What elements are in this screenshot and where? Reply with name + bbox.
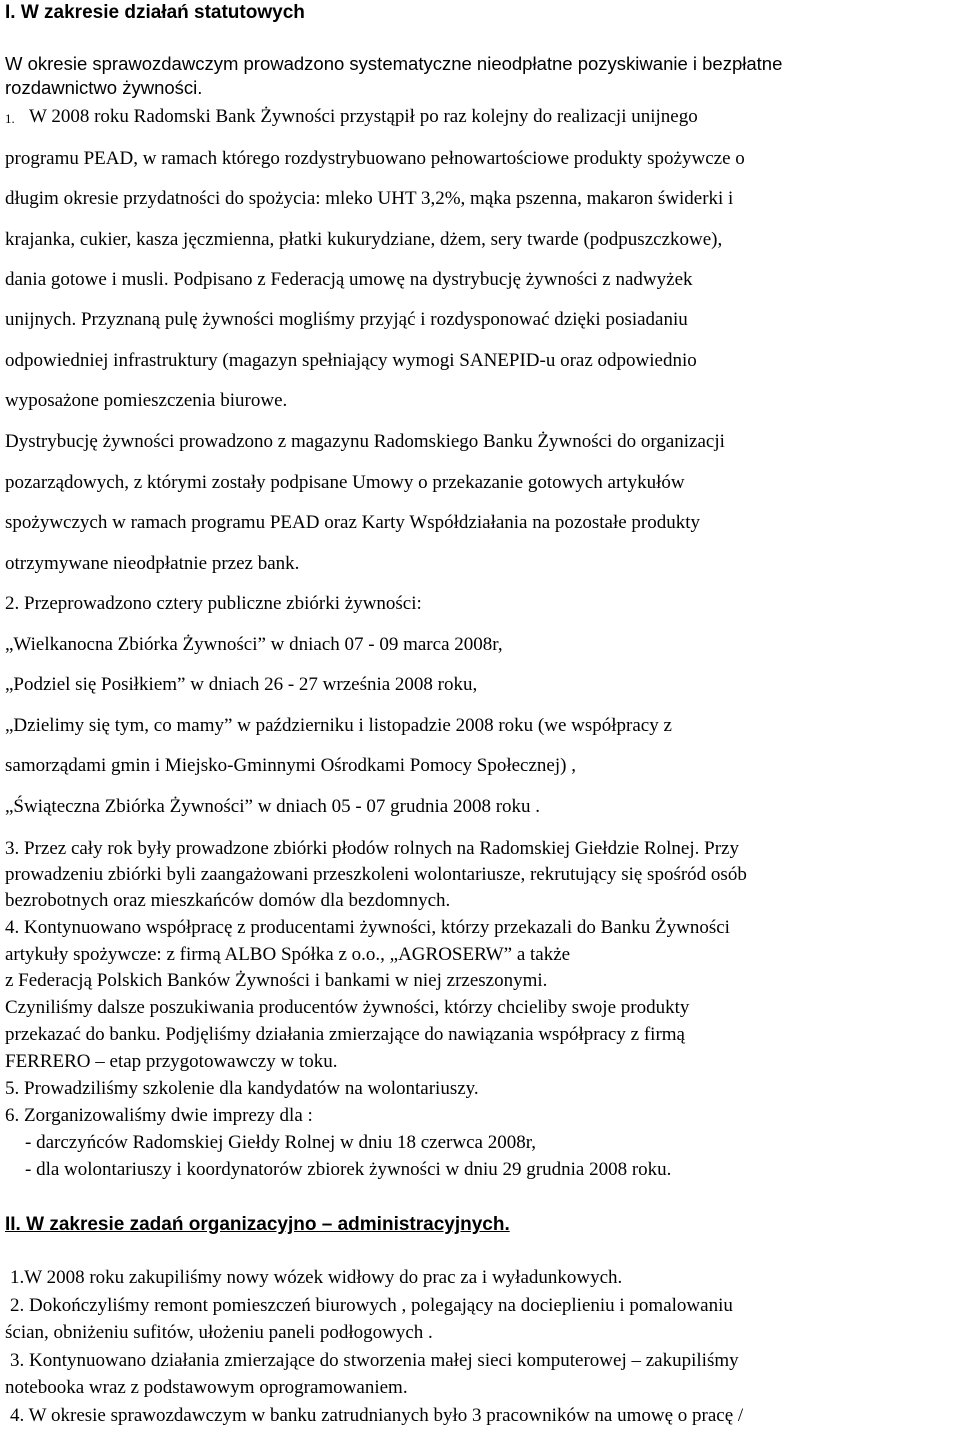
paragraph-line: 2. Przeprowadzono cztery publiczne zbiórki żywności: <box>5 593 422 614</box>
paragraph-line: ścian, obniżeniu sufitów, ułożeniu paneli podłogowych . <box>5 1322 433 1343</box>
event-item: - dla wolontariuszy i koordynatorów zbiorek żywności w dniu 29 grudnia 2008 roku. <box>25 1159 672 1180</box>
paragraph-line: Czyniliśmy dalsze poszukiwania producentów żywności, którzy chcieliby swoje produkty <box>5 997 690 1018</box>
collection-item: samorządami gmin i Miejsko-Gminnymi Ośrodkami Pomocy Społecznej) , <box>5 755 576 776</box>
collection-item: „Wielkanocna Zbiórka Żywności” w dniach 07 - 09 marca 2008r, <box>5 634 503 655</box>
paragraph-line: przekazać do banku. Podjęliśmy działania zmierzające do nawiązania współpracy z firmą <box>5 1024 685 1045</box>
paragraph-line: 6. Zorganizowaliśmy dwie imprezy dla : <box>5 1105 313 1126</box>
paragraph-line: dania gotowe i musli. Podpisano z Federacją umowę na dystrybucję żywności z nadwyżek <box>5 269 693 290</box>
paragraph-line: notebooka wraz z podstawowym oprogramowaniem. <box>5 1377 408 1398</box>
paragraph-line: pozarządowych, z którymi zostały podpisane Umowy o przekazanie gotowych artykułów <box>5 472 685 493</box>
paragraph-line: długim okresie przydatności do spożycia: mleko UHT 3,2%, mąka pszenna, makaron świderki i <box>5 188 734 209</box>
paragraph-line: spożywczych w ramach programu PEAD oraz Karty Współdziałania na pozostałe produkty <box>5 512 701 533</box>
paragraph-line: 1.W 2008 roku zakupiliśmy nowy wózek widłowy do prac za i wyładunkowych. <box>10 1267 623 1288</box>
paragraph-line: rozdawnictwo żywności. <box>5 77 203 98</box>
section-2-heading: II. W zakresie zadań organizacyjno – administracyjnych. <box>5 1214 510 1235</box>
paragraph-line: FERRERO – etap przygotowawczy w toku. <box>5 1051 338 1072</box>
paragraph-line: wyposażone pomieszczenia biurowe. <box>5 390 288 411</box>
paragraph-line: 3. Przez cały rok były prowadzone zbiórki płodów rolnych na Radomskiej Giełdzie Rolnej. Przy <box>5 838 739 859</box>
paragraph-line: bezrobotnych oraz mieszkańców domów dla bezdomnych. <box>5 890 451 911</box>
list-number: 1. <box>5 111 15 126</box>
paragraph-line: 5. Prowadziliśmy szkolenie dla kandydatów na wolontariuszy. <box>5 1078 479 1099</box>
event-item: - darczyńców Radomskiej Giełdy Rolnej w dniu 18 czerwca 2008r, <box>25 1132 537 1153</box>
paragraph-line: W okresie sprawozdawczym prowadzono systematyczne nieodpłatne pozyskiwanie i bezpłatne <box>5 53 783 74</box>
collection-item: „Dzielimy się tym, co mamy” w październiku i listopadzie 2008 roku (we współpracy z <box>5 715 672 736</box>
paragraph-line: W 2008 roku Radomski Bank Żywności przystąpił po raz kolejny do realizacji unijnego <box>29 106 698 127</box>
paragraph-line: z Federacją Polskich Banków Żywności i bankami w niej zrzeszonymi. <box>5 970 548 991</box>
paragraph-line: programu PEAD, w ramach którego rozdystrybuowano pełnowartościowe produkty spożywcze o <box>5 148 745 169</box>
paragraph-line: krajanka, cukier, kasza jęczmienna, płatki kukurydziane, dżem, sery twarde (podpuszczkowe), <box>5 229 723 250</box>
paragraph-line: 2. Dokończyliśmy remont pomieszczeń biurowych , polegający na docieplieniu i pomalowaniu <box>10 1295 733 1316</box>
collection-item: „Podziel się Posiłkiem” w dniach 26 - 27 września 2008 roku, <box>5 674 478 695</box>
collection-item: „Świąteczna Zbiórka Żywności” w dniach 05 - 07 grudnia 2008 roku . <box>5 796 541 817</box>
paragraph-line: odpowiedniej infrastruktury (magazyn spełniający wymogi SANEPID-u oraz odpowiednio <box>5 350 697 371</box>
paragraph-line: 3. Kontynuowano działania zmierzające do stworzenia małej sieci komputerowej – zakupiliśmy <box>10 1350 739 1371</box>
paragraph-line: otrzymywane nieodpłatnie przez bank. <box>5 553 300 574</box>
paragraph-line: prowadzeniu zbiórki byli zaangażowani przeszkoleni wolontariusze, rekrutujący się spośród osób <box>5 864 747 885</box>
paragraph-line: Dystrybucję żywności prowadzono z magazynu Radomskiego Banku Żywności do organizacji <box>5 431 725 452</box>
paragraph-line: 4. W okresie sprawozdawczym w banku zatrudnianych było 3 pracowników na umowę o pracę / <box>10 1405 744 1426</box>
paragraph-line: unijnych. Przyznaną pulę żywności mogliśmy przyjąć i rozdysponować dzięki posiadaniu <box>5 309 688 330</box>
paragraph-line: 4. Kontynuowano współpracę z producentami żywności, którzy przekazali do Banku Żywności <box>5 917 730 938</box>
section-1-heading: I. W zakresie działań statutowych <box>5 2 305 23</box>
paragraph-line: artykuły spożywcze: z firmą ALBO Spółka z o.o., „AGROSERW” a także <box>5 944 571 965</box>
